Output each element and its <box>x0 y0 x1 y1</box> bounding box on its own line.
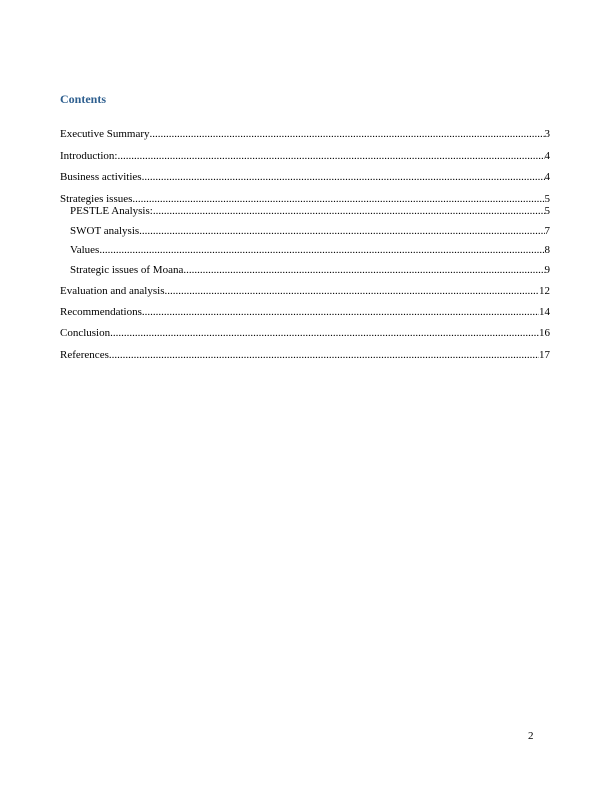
toc-entry-title: Conclusion <box>60 327 111 339</box>
toc-leader-dots <box>153 205 545 218</box>
toc-entry-page: 14 <box>539 306 550 318</box>
toc-entry-title: Introduction: <box>60 150 118 162</box>
toc-entry-title: Strategic issues of Moana <box>70 264 184 276</box>
toc-entry-title: Strategies issues <box>60 193 133 205</box>
toc-entry-page: 5 <box>544 193 550 205</box>
toc-entry-business-activities[interactable] <box>60 171 550 184</box>
toc-entry-page: 3 <box>544 128 550 140</box>
toc-entry-page: 5 <box>544 205 550 217</box>
toc-leader-dots <box>183 264 544 277</box>
toc-leader-dots <box>109 349 539 362</box>
page-number: 2 <box>528 730 534 742</box>
toc-entry-title: PESTLE Analysis: <box>70 205 153 217</box>
toc-leader-dots <box>164 285 539 298</box>
toc-entry-conclusion[interactable] <box>60 327 550 340</box>
toc-leader-dots <box>99 244 544 257</box>
toc-entry-page: 17 <box>539 349 550 361</box>
toc-entry-page: 7 <box>544 225 550 237</box>
toc-leader-dots <box>142 171 545 184</box>
toc-entry-introduction[interactable] <box>60 150 550 163</box>
toc-leader-dots <box>117 150 544 163</box>
toc-entry-page: 16 <box>539 327 550 339</box>
toc-entry-title: SWOT analysis <box>70 225 140 237</box>
toc-leader-dots <box>139 225 544 238</box>
toc-entry-pestle-analysis[interactable] <box>70 205 550 218</box>
toc-entry-executive-summary[interactable] <box>60 128 550 141</box>
toc-entry-title: Values <box>70 244 100 256</box>
toc-leader-dots <box>110 327 539 340</box>
toc-entry-page: 12 <box>539 285 550 297</box>
toc-entry-strategic-issues-of-moana[interactable] <box>70 264 550 277</box>
toc-entry-title: References <box>60 349 109 361</box>
toc-entry-page: 8 <box>544 244 550 256</box>
toc-entry-title: Executive Summary <box>60 128 150 140</box>
toc-leader-dots <box>150 128 545 141</box>
toc-entry-swot-analysis[interactable] <box>70 225 550 238</box>
toc-entry-title: Evaluation and analysis <box>60 285 165 297</box>
toc-leader-dots <box>142 306 539 319</box>
toc-entry-title: Business activities <box>60 171 142 183</box>
toc-entry-recommendations[interactable] <box>60 306 550 319</box>
toc-entry-page: 4 <box>544 171 550 183</box>
toc-heading: Contents <box>60 92 107 106</box>
toc-entry-title: Recommendations <box>60 306 142 318</box>
toc-entry-values[interactable] <box>70 244 550 257</box>
toc-entry-page: 9 <box>544 264 550 276</box>
toc-entry-page: 4 <box>544 150 550 162</box>
toc-entry-evaluation-and-analysis[interactable] <box>60 285 550 298</box>
toc-entry-references[interactable] <box>60 349 550 362</box>
